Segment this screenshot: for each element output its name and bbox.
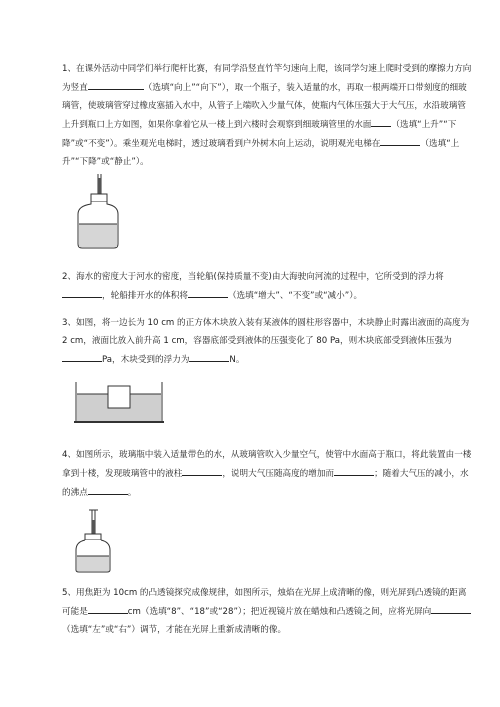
q2-text-3: （选填“增大”、“不变”或“减小”）。 xyxy=(227,291,363,301)
q5-blank-2[interactable] xyxy=(431,602,471,614)
q2-blank-2[interactable] xyxy=(188,286,228,298)
q4-text-1: 4、如图所示，玻璃瓶中装入适量带色的水，从玻璃管吹入少量空气，使管中水面高于瓶口，将此装置由一楼拿到十楼，发现玻璃管中的液柱 xyxy=(62,450,472,479)
q4-text-3: ；随着大气压的减小，水的沸点 xyxy=(62,469,469,498)
q5-text-3: （选填“左”或“右”）调节，才能在光屏上重新成清晰的像。 xyxy=(62,625,287,635)
question-1 xyxy=(62,60,472,171)
q4-blank-2[interactable] xyxy=(334,464,374,476)
q2-blank-1[interactable] xyxy=(62,286,102,298)
q1-text-4: （选填“上升”“下降”或“静止”）。 xyxy=(62,139,460,167)
q1-text-1: 1、在课外活动中同学们举行爬杆比赛，有同学沿竖直竹竿匀速向上爬，该同学匀速上爬时受到的摩擦力方向为竖直 xyxy=(62,64,472,93)
q1-blank-1[interactable] xyxy=(88,78,144,90)
q4-blank-1[interactable] xyxy=(182,464,222,476)
q1-text-3: （选填“上升”“下降”或“不变”）。乘坐观光电梯时，透过玻璃看到户外树木向上运动，说明观光电梯在 xyxy=(62,120,457,149)
question-4 xyxy=(62,446,472,502)
container-block-figure xyxy=(74,376,164,426)
question-5 xyxy=(62,584,472,639)
q3-blank-2[interactable] xyxy=(189,350,229,362)
q4-blank-3[interactable] xyxy=(88,483,128,495)
q3-blank-1[interactable] xyxy=(62,350,102,362)
q2-text-2: ，轮船排开水的体积将 xyxy=(102,291,188,301)
q1-text-2: （选填“向上”“向下”），取一个瓶子，装入适量的水，再取一根两端开口带刻度的细玻璃管，使玻璃管穿过橡皮塞插入水中，从管子上端吹入少量气体，使瓶内气体压强大于大气压，水沿玻璃管上升到瓶口上方如图，如果你拿着它从一楼上到六楼时会观察到细玻璃管里的水面 xyxy=(62,83,467,130)
q5-text-2: cm（选填“8”、“18”或“28”）；把近视镜片放在蜡烛和凸透镜之间，应将光屏向 xyxy=(127,607,432,617)
question-3 xyxy=(62,314,472,369)
q5-text-1: 5、用焦距为 10cm 的凸透镜探究成像规律，如图所示，烛焰在光屏上成清晰的像，则光屏到凸透镜的距离可能是 xyxy=(62,588,467,617)
q2-text-1: 2、海水的密度大于河水的密度，当轮船(保持质量不变)由大海驶向河流的过程中，它所受到的浮力将 xyxy=(62,272,444,282)
q3-text-2: Pa，木块受到的浮力为 xyxy=(102,355,190,365)
q3-text-3: N。 xyxy=(229,355,245,365)
q1-blank-2[interactable] xyxy=(371,115,391,127)
q1-blank-3[interactable] xyxy=(380,134,420,146)
q4-text-4: 。 xyxy=(127,488,137,498)
q5-blank-1[interactable] xyxy=(88,602,128,614)
q4-text-2: ，说明大气压随高度的增加而 xyxy=(222,469,335,479)
bottle-tube-figure-2 xyxy=(72,508,114,574)
q3-text-1: 3、如图，将一边长为 10 cm 的正方体木块放入装有某液体的圆柱形容器中，木块静止时露出液面的高度为 2 cm，液面比放入前升高 1 cm，容器底部受到液体的压强变化了 80 Pa，则木块底部受到液体压强为 xyxy=(62,318,470,346)
question-2 xyxy=(62,268,472,305)
bottle-tube-figure-1 xyxy=(72,172,124,250)
